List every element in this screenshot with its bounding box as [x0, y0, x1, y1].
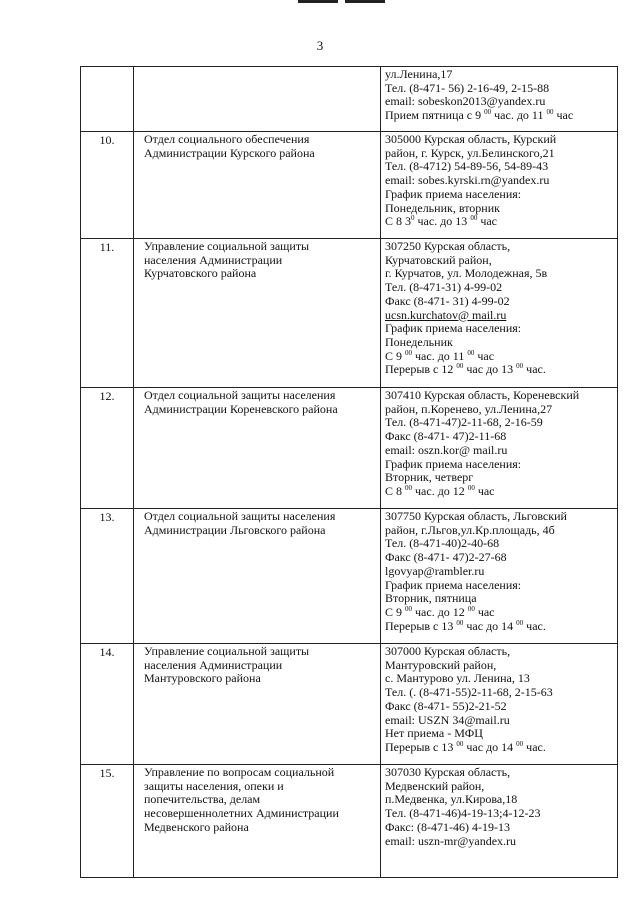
organization-name [134, 132, 381, 239]
contact-line: район, г.Льгов,ул.Кр.площадь, 4б [385, 522, 555, 537]
contact-line: ucsn.kurchatov@ mail.ru [385, 307, 507, 322]
row-number [81, 67, 134, 132]
table-row [81, 765, 618, 878]
contact-line: С 8 $^{00}$ час. до 12 $^{00}$ час [385, 483, 495, 498]
row-number: 13. [81, 509, 134, 644]
organization-name-line: Отдел социальной защиты населения [144, 388, 336, 402]
table-row [81, 239, 618, 388]
contact-line: ул.Ленина,17 [385, 67, 453, 81]
organization-name-line: Администрации Льговского района [144, 522, 326, 537]
organization-name-line: Администрации Курского района [144, 145, 315, 160]
contact-line: email: sobeskon2013@yandex.ru [385, 94, 546, 109]
organization-name [134, 239, 381, 388]
organization-name-line: Медвенского района [144, 819, 249, 834]
contact-line: Перерыв с 12 $^{00}$ час до 13 $^{00}$ час. [385, 362, 546, 377]
organization-name-line: Мантуровского района [144, 671, 261, 686]
table-row [81, 67, 618, 132]
contact-line: Тел. (8-471-31) 4-99-02 [385, 280, 503, 295]
contact-line: Понедельник [385, 334, 453, 349]
contact-line: Факс (8-471- 47)2-11-68 [385, 429, 507, 444]
contact-line: Факс (8-471- 55)2-21-52 [385, 698, 507, 713]
contact-line: С 9 $^{00}$ час. до 11 $^{00}$ час [385, 348, 495, 363]
contact-line: Факс (8-471- 47)2-27-68 [385, 550, 507, 565]
contact-line: Нет приема - МФЦ [385, 726, 483, 741]
table-row [81, 132, 618, 239]
organization-name [134, 765, 381, 878]
organization-name-line: Администрации Кореневского района [144, 401, 338, 416]
contact-line: Перерыв с 13 $^{00}$ час до 14 $^{00}$ час. [385, 618, 546, 633]
contacts-table [80, 66, 618, 878]
organization-name [134, 644, 381, 765]
contact-line: email: oszn.kor@ mail.ru [385, 442, 508, 457]
contact-info [381, 239, 618, 388]
contact-line: email: sobes.kyrski.rn@yandex.ru [385, 173, 550, 188]
organization-name [134, 388, 381, 509]
contact-line: 307250 Курская область, [385, 239, 511, 253]
contact-info [381, 67, 618, 132]
contact-info [381, 765, 618, 878]
contact-line: Факс: (8-471-46) 4-19-13 [385, 819, 510, 834]
contact-line: Вторник, пятница [385, 591, 477, 606]
contact-line: С 8 $3^0$ час. до 13 $^{00}$ час [385, 214, 497, 229]
contact-line: с. Мантурово ул. Ленина, 13 [385, 671, 530, 686]
page-number: 3 [316, 38, 324, 53]
contact-line: район, п.Коренево, ул.Ленина,27 [385, 401, 553, 416]
organization-name-line: Управление социальной защиты [144, 644, 310, 658]
contact-line: Тел. (8-471-40)2-40-68 [385, 536, 500, 551]
organization-name-line: Отдел социальной защиты населения [144, 509, 336, 523]
contact-line: г. Курчатов, ул. Молодежная, 5в [385, 266, 548, 281]
contact-line: Тел. (. (8-471-55)2-11-68, 2-15-63 [385, 685, 553, 700]
contact-info [381, 132, 618, 239]
contact-line: График приема населения: [385, 321, 522, 336]
top-mark-right [345, 0, 385, 3]
contact-line: Прием пятница с 9 $^{00}$ час. до 11 $^{00}$ час [385, 108, 574, 123]
contact-line: Понедельник, вторник [385, 200, 500, 215]
contact-line: 305000 Курская область, Курский [385, 132, 557, 146]
organization-name-line: населения Администрации [144, 657, 283, 672]
contact-info [381, 509, 618, 644]
contact-line: График приема населения: [385, 577, 522, 592]
contact-line: График приема населения: [385, 456, 522, 471]
organization-name-line: несовершеннолетних Администрации [144, 806, 339, 821]
row-number: 15. [81, 765, 134, 878]
contact-info [381, 644, 618, 765]
contact-line: Перерыв с 13 $^{00}$ час до 14 $^{00}$ час. [385, 739, 546, 754]
contact-line: 307750 Курская область, Льговский [385, 509, 567, 523]
row-number: 11. [81, 239, 134, 388]
contact-line: email: uszn-mr@yandex.ru [385, 833, 517, 848]
organization-name-line: Управление социальной защиты [144, 239, 310, 253]
organization-name-line: Управление по вопросам социальной [144, 765, 335, 779]
contact-line: email: USZN 34@mail.ru [385, 712, 510, 727]
top-mark-left [298, 0, 338, 3]
contact-line: Мантуровский район, [385, 657, 497, 672]
contact-line: Курчатовский район, [385, 252, 492, 267]
contact-line: lgovyap@rambler.ru [385, 563, 485, 578]
contact-line: Тел. (8-471-46)4-19-13;4-12-23 [385, 806, 541, 821]
organization-name-line: Курчатовского района [144, 266, 257, 281]
organization-name-line: Отдел социального обеспечения [144, 132, 310, 146]
contact-line: Тел. (8-4712) 54-89-56, 54-89-43 [385, 159, 549, 174]
contact-line: Тел. (8-471-47)2-11-68, 2-16-59 [385, 415, 543, 430]
contact-info [381, 388, 618, 509]
contact-line: С 9 $^{00}$ час. до 12 $^{00}$ час [385, 604, 495, 619]
contact-line: 307000 Курская область, [385, 644, 511, 658]
contact-line: 307410 Курская область, Кореневский [385, 388, 580, 402]
table-row [81, 509, 618, 644]
contact-line: район, г. Курск, ул.Белинского,21 [385, 145, 555, 160]
contact-line: График приема населения: [385, 186, 522, 201]
organization-name-line: защиты населения, опеки и [144, 778, 284, 793]
organization-name-line: попечительства, делам [144, 792, 261, 807]
contacts-table-body [81, 67, 618, 878]
contact-line: Тел. (8-471- 56) 2-16-49, 2-15-88 [385, 80, 550, 95]
organization-name [134, 509, 381, 644]
table-row [81, 388, 618, 509]
contact-line: Факс (8-471- 31) 4-99-02 [385, 293, 510, 308]
row-number: 10. [81, 132, 134, 239]
contact-line: Медвенский район, [385, 778, 485, 793]
contact-line: 307030 Курская область, [385, 765, 511, 779]
table-row [81, 644, 618, 765]
row-number: 12. [81, 388, 134, 509]
contact-line: Вторник, четверг [385, 470, 474, 485]
contact-line: п.Медвенка, ул.Кирова,18 [385, 792, 518, 807]
organization-name [134, 67, 381, 132]
row-number: 14. [81, 644, 134, 765]
organization-name-line: населения Администрации [144, 252, 283, 267]
